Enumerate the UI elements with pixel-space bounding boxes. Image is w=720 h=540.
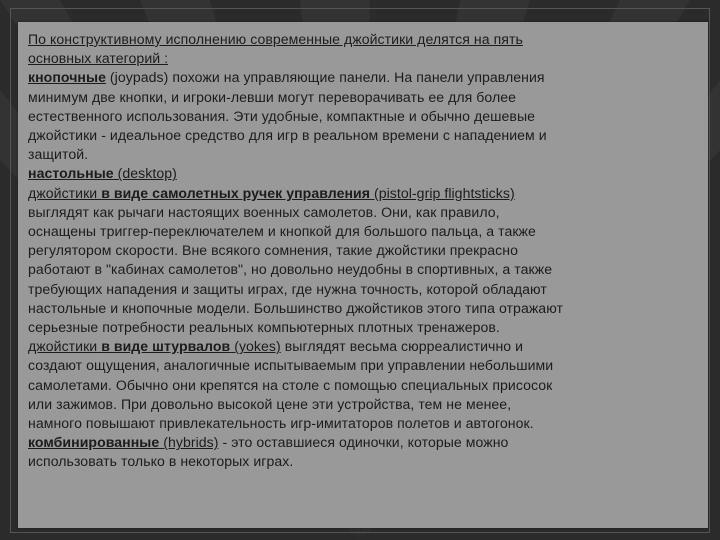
yokes-line-1: джойстики в виде штурвалов (yokes) выглядят весьма сюрреалистично и [28,338,524,355]
slide-text [28,30,696,472]
joypads-line-4: джойстики - идеальное средство для игр в реальном времени с нападением и [28,127,547,144]
yokes-line-4: или зажимов. При довольно высокой цене эти устройства, тем не менее, [28,395,512,412]
intro-line-2: основных категорий : [28,50,169,67]
hybrids-line-1: комбинированные (hybrids) - это оставшиеся одиночки, которые можно [28,434,509,451]
joypads-line-2: минимум две кнопки, и игроки-левши могут переворачивать ее для более [28,88,517,105]
flightsticks-line-5: работают в "кабинах самолетов", но довольно неудобны в спортивных, а также [28,261,553,278]
yokes-line-3: самолетами. Обычно они крепятся на столе с помощью специальных присосок [28,376,553,393]
hybrids-line-2: использовать только в некоторых играх. [28,453,294,470]
joypads-line-3: естественного использования. Эти удобные, компактные и обычно дешевые [28,107,536,124]
term-yokes: в виде штурвалов [101,338,231,355]
flightsticks-line-1: джойстики в виде самолетных ручек управления (pistol-grip flightsticks) [28,184,515,201]
term-joypads: кнопочные [28,69,106,86]
flightsticks-line-4: регулятором скорости. Вне всякого сомнения, такие джойстики прекрасно [28,242,518,259]
desktop-line: настольные (desktop) [28,165,177,182]
flightsticks-line-2: выглядят как рычаги настоящих военных самолетов. Они, как правило, [28,203,500,220]
flightsticks-line-3: оснащены триггер-переключателем и кнопкой для большого пальца, а также [28,223,536,240]
yokes-line-5: намного повышают привлекательность игр-имитаторов полетов и автогонок. [28,415,534,432]
flightsticks-line-7: настольные и кнопочные модели. Большинство джойстиков этого типа отражают [28,299,564,316]
joypads-line-5: защитой. [28,146,89,163]
joypads-line-1: кнопочные (joypads) похожи на управляющие панели. На панели управления [28,69,545,86]
flightsticks-line-6: требующих нападения и защиты играх, где нужна точность, которой обладают [28,280,547,297]
flightsticks-line-8: серьезные потребности реальных компьютерных плотных тренажеров. [28,319,500,336]
yokes-line-2: создают ощущения, аналогичные испытываемым при управлении небольшими [28,357,554,374]
term-desktop: настольные [28,165,114,182]
term-hybrids: комбинированные [28,434,160,451]
term-flightsticks: в виде самолетных ручек управления [101,184,371,201]
intro-line-1: По конструктивному исполнению современные джойстики делятся на пять [28,31,523,47]
